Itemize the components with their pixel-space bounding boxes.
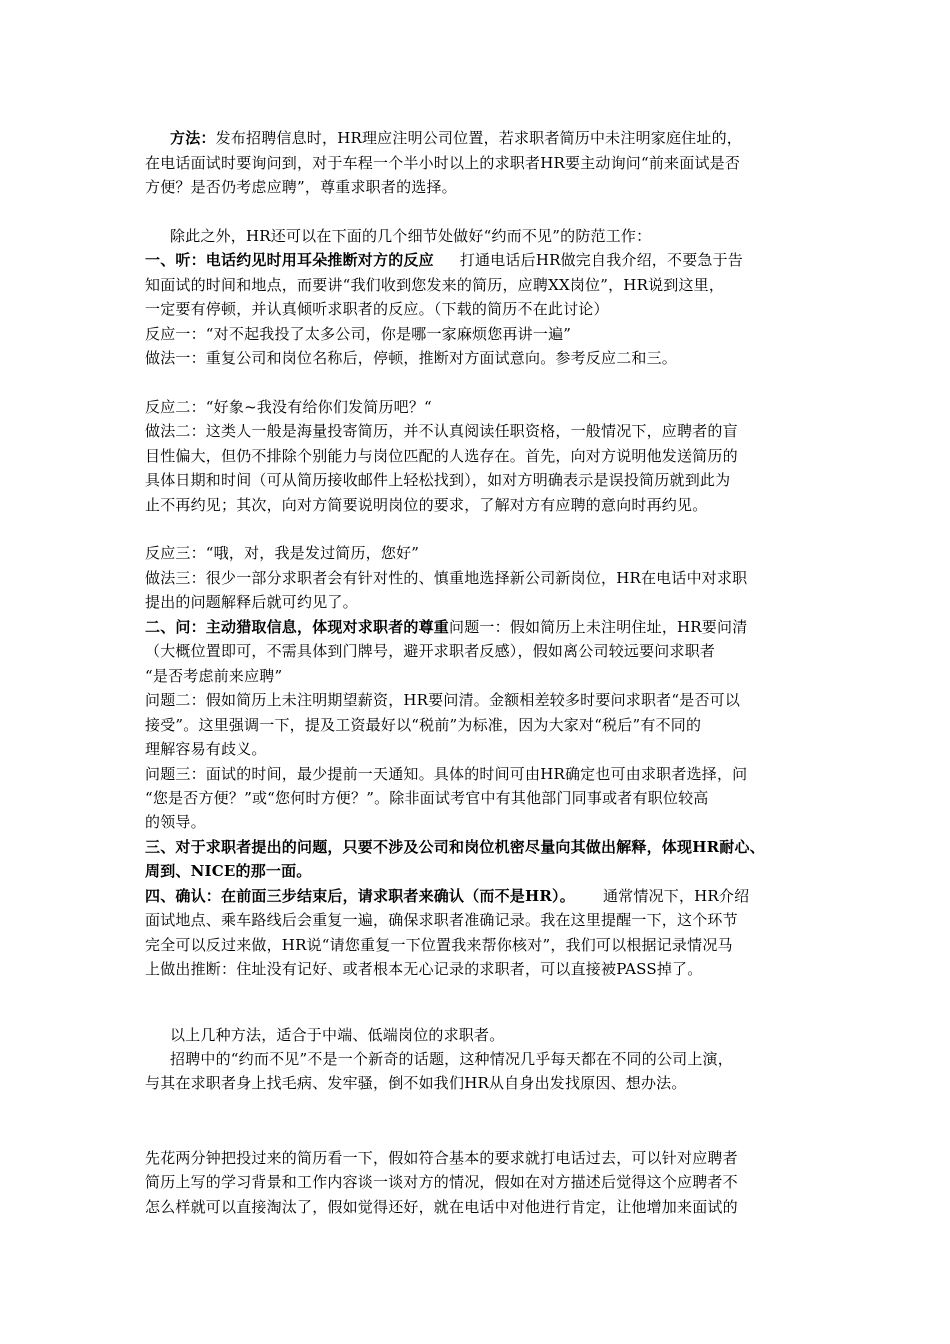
method-2-line: 目性偏大，但仍不排除个别能力与岗位匹配的人选存在。首先，向对方说明他发送简历的 bbox=[145, 447, 738, 465]
summary-line: 招聘中的“约而不见”不是一个新奇的话题，这种情况几乎每天都在不同的公司上演， bbox=[170, 1050, 733, 1068]
section-2-heading: 二、问：主动猎取信息，体现对求职者的尊重 bbox=[145, 618, 450, 636]
tail-line: 怎么样就可以直接淘汰了，假如觉得还好，就在电话中对他进行肯定，让他增加来面试的 bbox=[145, 1198, 738, 1216]
method-3-line: 提出的问题解释后就可约见了。 bbox=[145, 593, 358, 611]
question-3-line: 的领导。 bbox=[145, 813, 206, 831]
question-3-line: 问题三：面试的时间，最少提前一天通知。具体的时间可由HR确定也可由求职者选择，问 bbox=[145, 765, 748, 783]
reaction-1: 反应一：“对不起我投了太多公司，你是哪一家麻烦您再讲一遍” bbox=[145, 325, 572, 343]
paragraph-line: 除此之外，HR还可以在下面的几个细节处做好“约而不见”的防范工作： bbox=[170, 227, 652, 245]
question-1-line: “是否考虑前来应聘” bbox=[145, 667, 283, 685]
method-label: 方法： bbox=[170, 129, 216, 147]
paragraph-line: 一定要有停顿，并认真倾听求职者的反应。（下载的简历不在此讨论） bbox=[145, 300, 609, 318]
section-3-heading-line: 周到、NICE的那一面。 bbox=[145, 862, 312, 880]
method-2-line: 具体日期和时间（可从简历接收邮件上轻松找到），如对方明确表示是误投简历就到此为 bbox=[145, 471, 731, 489]
text: 问题一：假如简历上未注明住址，HR要问清 bbox=[449, 618, 748, 636]
question-2-line: 接受”。这里强调一下，提及工资最好以“税前”为标准，因为大家对“税后”有不同的 bbox=[145, 716, 702, 734]
section-4-heading: 四、确认：在前面三步结束后，请求职者来确认（而不是HR）。 bbox=[145, 887, 575, 905]
paragraph-method-line bbox=[170, 128, 742, 148]
method-1: 做法一：重复公司和岗位名称后，停顿，推断对方面试意向。参考反应二和三。 bbox=[145, 349, 678, 367]
paragraph-line: 方便？是否仍考虑应聘”，尊重求职者的选择。 bbox=[145, 178, 457, 196]
question-2-line: 问题二：假如简历上未注明期望薪资，HR要问清。金额相差较多时要问求职者“是否可以 bbox=[145, 691, 741, 709]
method-3-line: 做法三：很少一部分求职者会有针对性的、慎重地选择新公司新岗位，HR在电话中对求职 bbox=[145, 569, 748, 587]
method-2-line: 止不再约见；其次，向对方简要说明岗位的要求，了解对方有应聘的意向时再约见。 bbox=[145, 496, 708, 514]
method-2-line: 做法二：这类人一般是海量投寄简历，并不认真阅读任职资格，一般情况下，应聘者的盲 bbox=[145, 422, 738, 440]
text: 发布招聘信息时，HR理应注明公司位置，若求职者简历中未注明家庭住址的， bbox=[215, 129, 742, 147]
question-1-line: （大概位置即可，不需具体到门牌号，避开求职者反感），假如离公司较远要问求职者 bbox=[145, 642, 716, 660]
question-2-line: 理解容易有歧义。 bbox=[145, 740, 267, 758]
paragraph-line: 知面试的时间和地点，而要讲“我们收到您发来的简历，应聘XX岗位”，HR说到这里， bbox=[145, 276, 725, 294]
section-2-line bbox=[145, 617, 747, 637]
reaction-3: 反应三：“哦，对，我是发过简历，您好” bbox=[145, 544, 420, 562]
section-3-heading bbox=[145, 837, 765, 857]
section-1-heading: 一、听：电话约见时用耳朵推断对方的反应 bbox=[145, 251, 434, 269]
tail-line: 先花两分钟把投过来的简历看一下，假如符合基本的要求就打电话过去，可以针对应聘者 bbox=[145, 1149, 738, 1167]
section-4-line bbox=[145, 886, 749, 906]
section-3-heading-cont bbox=[145, 861, 312, 881]
reaction-2: 反应二：“好象~我没有给你们发简历吧？“ bbox=[145, 398, 432, 416]
text: 打通电话后HR做完自我介绍，不要急于告 bbox=[459, 251, 743, 269]
paragraph-line: 在电话面试时要询问到，对于车程一个半小时以上的求职者HR要主动询问“前来面试是否 bbox=[145, 154, 741, 172]
paragraph-line: 完全可以反过来做，HR说“请您重复一下位置我来帮你核对”，我们可以根据记录情况马 bbox=[145, 936, 733, 954]
paragraph-line: 面试地点、乘车路线后会重复一遍，确保求职者准确记录。我在这里提醒一下，这个环节 bbox=[145, 911, 738, 929]
summary-line: 与其在求职者身上找毛病、发牢骚，倒不如我们HR从自身出发找原因、想办法。 bbox=[145, 1074, 687, 1092]
tail-line: 简历上写的学习背景和工作内容谈一谈对方的情况，假如在对方描述后觉得这个应聘者不 bbox=[145, 1173, 738, 1191]
summary-line: 以上几种方法，适合于中端、低端岗位的求职者。 bbox=[170, 1026, 505, 1044]
text: 通常情况下，HR介绍 bbox=[602, 887, 750, 905]
section-3-heading-line: 三、对于求职者提出的问题，只要不涉及公司和岗位机密尽量向其做出解释，体现HR耐心、 bbox=[145, 838, 765, 856]
section-1-line bbox=[145, 250, 743, 270]
paragraph-line: 上做出推断：住址没有记好、或者根本无心记录的求职者，可以直接被PASS掉了。 bbox=[145, 960, 703, 978]
question-3-line: “您是否方便？”或“您何时方便？”。除非面试考官中有其他部门同事或者有职位较高 bbox=[145, 789, 709, 807]
